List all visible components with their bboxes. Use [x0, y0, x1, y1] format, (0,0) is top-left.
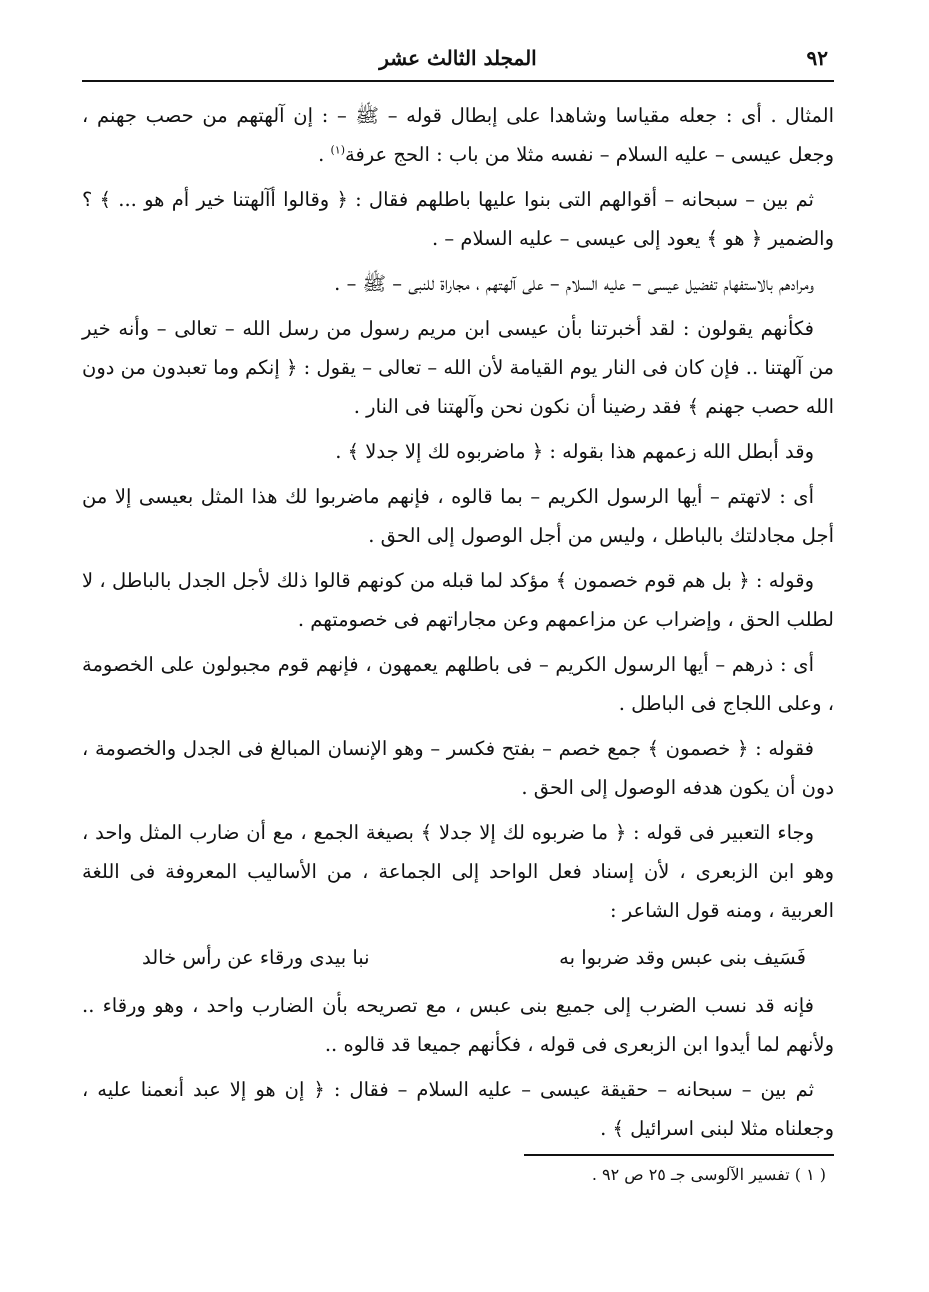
poetry-verse	[82, 936, 834, 980]
paragraph: ومرادهم بالاستفهام تفضيل عيسى – عليه السلام – على آلهتهم ، مجاراة للنبى – ﷺ – .	[334, 272, 814, 295]
paragraph: وقد أبطل الله زعمهم هذا بقوله : ﴿ ماضربوه لك إلا جدلا ﴾ .	[335, 440, 814, 463]
verse-second-hemistich: نبا بيدى ورقاء عن رأس خالد	[142, 946, 370, 969]
paragraph: أى : لاتهتم – أيها الرسول الكريم – بما قالوه ، فإنهم ماضربوا لك هذا المثل بعيسى إلا من أجل مجادلتك بالباطل ، وليس من أجل الوصول إلى الحق .	[82, 485, 834, 547]
verse-first-hemistich: فَسَيف بنى عبس وقد ضربوا به	[559, 946, 806, 969]
footnote-marker: (١)	[330, 143, 345, 157]
paragraph: وقوله : ﴿ بل هم قوم خصمون ﴾ مؤكد لما قبله من كونهم قالوا ذلك لأجل الجدل بالباطل ، لا لطلب الحق ، وإضراب عن مزاعمهم وعن مجاراتهم فى خصومتهم .	[82, 569, 834, 631]
book-page	[82, 40, 834, 1270]
paragraph: ثم بين – سبحانه – أقوالهم التى بنوا عليها باطلهم فقال : ﴿ وقالوا أآلهتنا خير أم هو ... ﴾ ؟ والضمير ﴿ هو ﴾ يعود إلى عيسى – عليه السلام – .	[82, 188, 834, 250]
page-body	[82, 82, 834, 1188]
paragraph: فقوله : ﴿ خصمون ﴾ جمع خصم – بفتح فكسر – وهو الإنسان المبالغ فى الجدل والخصومة ، دون أن يكون هدفه الوصول إلى الحق .	[82, 737, 834, 799]
footnote-divider	[524, 1154, 834, 1156]
running-title: المجلد الثالث عشر	[379, 46, 537, 70]
paragraph: أى : ذرهم – أيها الرسول الكريم – فى باطلهم يعمهون ، فإنهم قوم مجبولون على الخصومة ، وعلى اللجاج فى الباطل .	[82, 653, 834, 715]
paragraph: فإنه قد نسب الضرب إلى جميع بنى عبس ، مع تصريحه بأن الضارب واحد ، وهو ورقاء .. ولأنهم لما أيدوا ابن الزبعرى فى قوله ، فكأنهم جميعا قد قالوه ..	[82, 994, 834, 1056]
footnote: ( ١ ) تفسير الآلوسى جـ ٢٥ ص ٩٢ .	[591, 1165, 826, 1184]
page-header	[82, 40, 834, 82]
page-number: ٩٢	[806, 46, 828, 70]
paragraph: فكأنهم يقولون : لقد أخبرتنا بأن عيسى ابن مريم رسول من رسل الله – تعالى – وأنه خير من آلهتنا .. فإن كان فى النار يوم القيامة لأن الله – تعالى – يقول : ﴿ إنكم وما تعبدون من دون الله حصب جهنم ﴾ فقد رضينا أن نكون نحن وآلهتنا فى النار .	[82, 317, 834, 418]
paragraph: ثم بين – سبحانه – حقيقة عيسى – عليه السلام – فقال : ﴿ إن هو إلا عبد أنعمنا عليه ، وجعلناه مثلا لبنى اسرائيل ﴾ .	[82, 1078, 834, 1140]
paragraph: وجاء التعبير فى قوله : ﴿ ما ضربوه لك إلا جدلا ﴾ بصيغة الجمع ، مع أن ضارب المثل واحد ، وهو ابن الزبعرى ، لأن إسناد فعل الواحد إلى الجماعة ، من الأساليب المعروفة فى اللغة العربية ، ومنه قول الشاعر :	[82, 821, 834, 922]
paragraph: المثال . أى : جعله مقياسا وشاهدا على إبطال قوله – ﷺ – : إن آلهتهم من حصب جهنم ، وجعل عيسى – عليه السلام – نفسه مثلا من باب : الحج عرفة$^{(١)}$ .	[82, 104, 834, 166]
